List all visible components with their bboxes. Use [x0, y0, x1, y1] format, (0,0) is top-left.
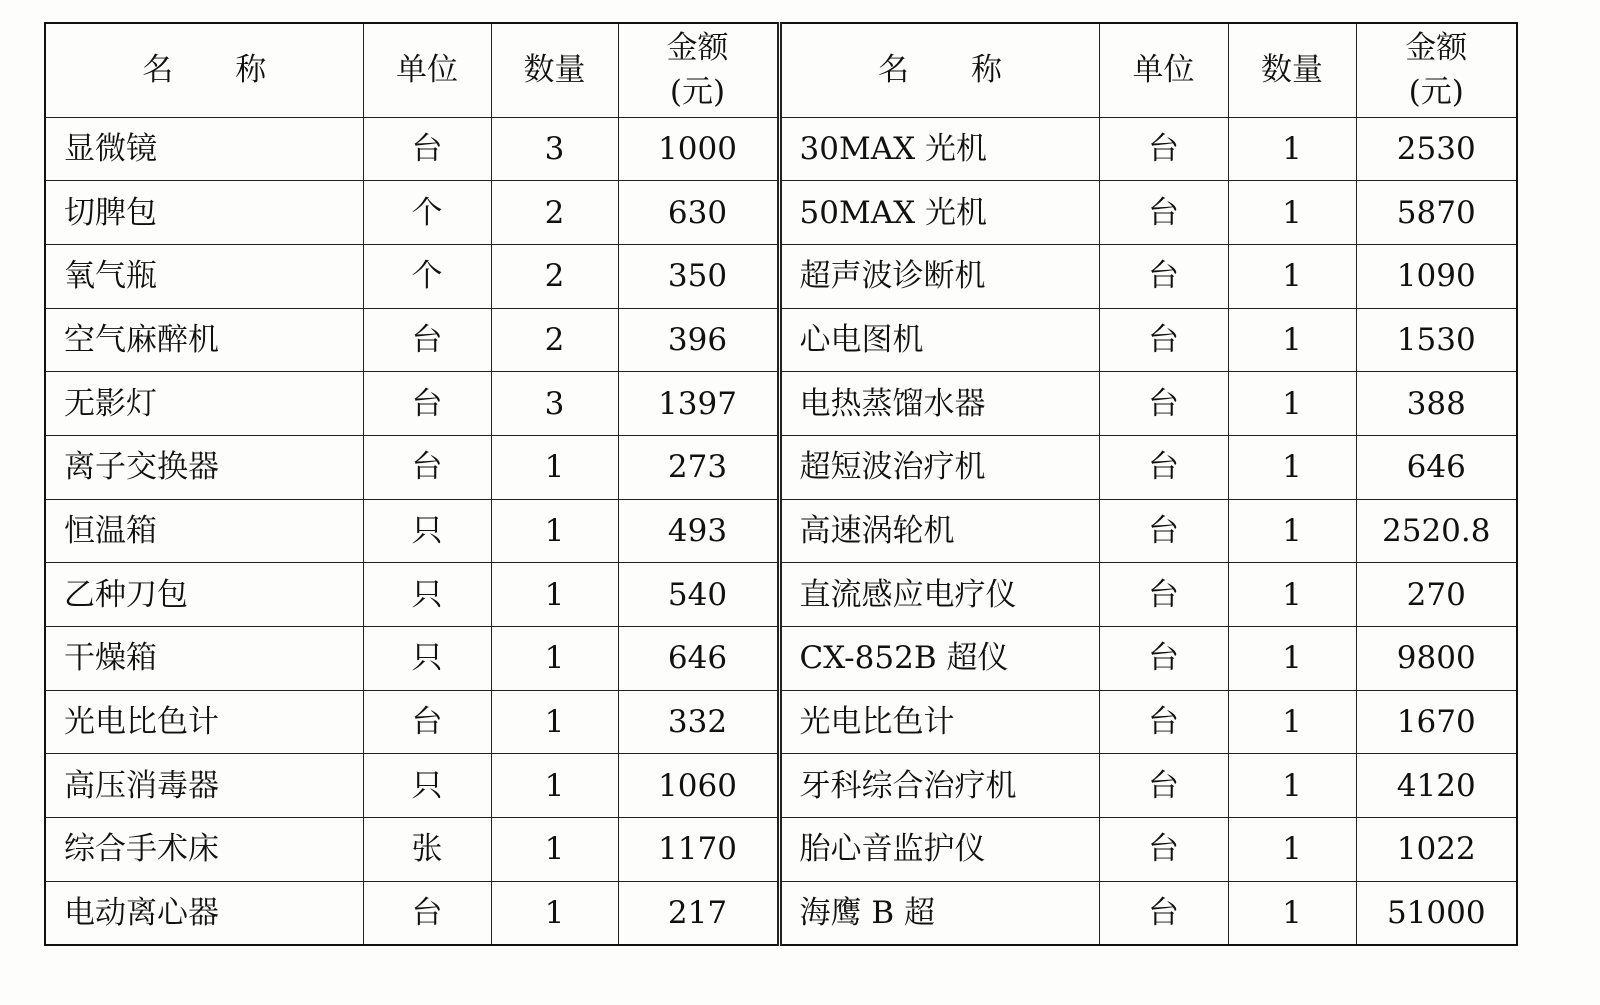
cell-amount: 350: [618, 244, 779, 308]
table-row: [45, 881, 1517, 945]
header-amount: [618, 23, 779, 117]
cell-qty: 1: [1228, 308, 1356, 372]
header-unit: 单位: [1099, 23, 1228, 117]
cell-name: 无影灯: [45, 372, 363, 436]
cell-amount: 2530: [1356, 117, 1517, 181]
cell-name: 乙种刀包: [45, 563, 363, 627]
cell-amount: 1530: [1356, 308, 1517, 372]
table-row: [45, 499, 1517, 563]
cell-name: 空气麻醉机: [45, 308, 363, 372]
cell-qty: 1: [1228, 818, 1356, 882]
cell-amount: 646: [618, 627, 779, 691]
header-name: 名 称: [45, 23, 363, 117]
cell-amount: 1060: [618, 754, 779, 818]
cell-amount: 5870: [1356, 181, 1517, 245]
cell-name: 胎心音监护仪: [779, 818, 1099, 882]
cell-name: 海鹰 B 超: [779, 881, 1099, 945]
cell-amount: 630: [618, 181, 779, 245]
cell-amount: 273: [618, 435, 779, 499]
cell-qty: 1: [1228, 627, 1356, 691]
header-amount-unit: (元): [669, 74, 726, 111]
cell-qty: 2: [491, 244, 618, 308]
cell-unit: 台: [363, 435, 491, 499]
table-row: [45, 627, 1517, 691]
table-row: [45, 563, 1517, 627]
table-row: [45, 435, 1517, 499]
cell-qty: 1: [1228, 563, 1356, 627]
cell-name: 直流感应电疗仪: [779, 563, 1099, 627]
header-amount-unit: (元): [1408, 74, 1464, 111]
cell-amount: 396: [618, 308, 779, 372]
cell-name: 氧气瓶: [45, 244, 363, 308]
cell-unit: 台: [1099, 754, 1228, 818]
cell-name: 电热蒸馏水器: [779, 372, 1099, 436]
cell-unit: 台: [363, 690, 491, 754]
table-row: [45, 308, 1517, 372]
cell-amount: 1022: [1356, 818, 1517, 882]
cell-qty: 1: [1228, 499, 1356, 563]
cell-qty: 1: [1228, 690, 1356, 754]
cell-unit: 台: [1099, 881, 1228, 945]
cell-unit: 台: [1099, 690, 1228, 754]
cell-qty: 1: [491, 499, 618, 563]
cell-amount: 1670: [1356, 690, 1517, 754]
cell-name: 高压消毒器: [45, 754, 363, 818]
cell-qty: 1: [491, 435, 618, 499]
cell-qty: 2: [491, 181, 618, 245]
cell-name: 超声波诊断机: [779, 244, 1099, 308]
cell-qty: 1: [491, 563, 618, 627]
header-qty: 数量: [1228, 23, 1356, 117]
cell-unit: 台: [1099, 308, 1228, 372]
cell-unit: 台: [1099, 818, 1228, 882]
cell-qty: 3: [491, 372, 618, 436]
equipment-table: [44, 22, 1518, 946]
cell-amount: 493: [618, 499, 779, 563]
cell-unit: 只: [363, 563, 491, 627]
cell-qty: 1: [491, 754, 618, 818]
cell-amount: 388: [1356, 372, 1517, 436]
header-amount-label: 金额: [666, 30, 729, 67]
cell-name: 离子交换器: [45, 435, 363, 499]
header-amount-label: 金额: [1405, 30, 1468, 67]
cell-amount: 332: [618, 690, 779, 754]
cell-qty: 1: [491, 818, 618, 882]
cell-unit: 台: [1099, 563, 1228, 627]
cell-name: 电动离心器: [45, 881, 363, 945]
cell-amount: 217: [618, 881, 779, 945]
cell-qty: 1: [1228, 372, 1356, 436]
cell-qty: 1: [1228, 881, 1356, 945]
cell-unit: 只: [363, 499, 491, 563]
cell-name: 50MAX 光机: [779, 181, 1099, 245]
cell-unit: 台: [363, 881, 491, 945]
cell-name: 切脾包: [45, 181, 363, 245]
cell-name: 高速涡轮机: [779, 499, 1099, 563]
table-row: [45, 244, 1517, 308]
cell-amount: 2520.8: [1356, 499, 1517, 563]
cell-amount: 1170: [618, 818, 779, 882]
cell-qty: 3: [491, 117, 618, 181]
cell-name: 30MAX 光机: [779, 117, 1099, 181]
table-row: [45, 372, 1517, 436]
cell-name: 光电比色计: [45, 690, 363, 754]
cell-amount: 1397: [618, 372, 779, 436]
cell-unit: 台: [1099, 435, 1228, 499]
cell-amount: 270: [1356, 563, 1517, 627]
cell-qty: 2: [491, 308, 618, 372]
cell-name: 综合手术床: [45, 818, 363, 882]
cell-qty: 1: [1228, 754, 1356, 818]
cell-qty: 1: [491, 881, 618, 945]
cell-amount: 646: [1356, 435, 1517, 499]
cell-qty: 1: [491, 627, 618, 691]
cell-amount: 4120: [1356, 754, 1517, 818]
table-row: [45, 818, 1517, 882]
header-amount: [1356, 23, 1517, 117]
table-row: [45, 117, 1517, 181]
cell-unit: 台: [363, 308, 491, 372]
cell-name: 光电比色计: [779, 690, 1099, 754]
cell-qty: 1: [1228, 117, 1356, 181]
cell-unit: 台: [1099, 244, 1228, 308]
cell-unit: 台: [1099, 627, 1228, 691]
cell-unit: 个: [363, 181, 491, 245]
cell-name: 显微镜: [45, 117, 363, 181]
cell-name: 干燥箱: [45, 627, 363, 691]
cell-qty: 1: [491, 690, 618, 754]
header-unit: 单位: [363, 23, 491, 117]
cell-name: 超短波治疗机: [779, 435, 1099, 499]
cell-unit: 台: [363, 372, 491, 436]
cell-unit: 个: [363, 244, 491, 308]
cell-unit: 台: [1099, 117, 1228, 181]
cell-unit: 台: [1099, 372, 1228, 436]
table-row: [45, 754, 1517, 818]
cell-unit: 只: [363, 627, 491, 691]
cell-qty: 1: [1228, 181, 1356, 245]
header-name: 名 称: [779, 23, 1099, 117]
cell-name: CX-852B 超仪: [779, 627, 1099, 691]
table-row: [45, 690, 1517, 754]
cell-unit: 只: [363, 754, 491, 818]
cell-name: 恒温箱: [45, 499, 363, 563]
cell-unit: 台: [1099, 181, 1228, 245]
cell-qty: 1: [1228, 244, 1356, 308]
cell-amount: 1090: [1356, 244, 1517, 308]
cell-amount: 9800: [1356, 627, 1517, 691]
cell-amount: 1000: [618, 117, 779, 181]
table-row: [45, 181, 1517, 245]
cell-unit: 台: [1099, 499, 1228, 563]
cell-name: 心电图机: [779, 308, 1099, 372]
table-header-row: [45, 23, 1517, 117]
cell-unit: 台: [363, 117, 491, 181]
cell-unit: 张: [363, 818, 491, 882]
cell-qty: 1: [1228, 435, 1356, 499]
cell-amount: 51000: [1356, 881, 1517, 945]
cell-amount: 540: [618, 563, 779, 627]
header-qty: 数量: [491, 23, 618, 117]
cell-name: 牙科综合治疗机: [779, 754, 1099, 818]
